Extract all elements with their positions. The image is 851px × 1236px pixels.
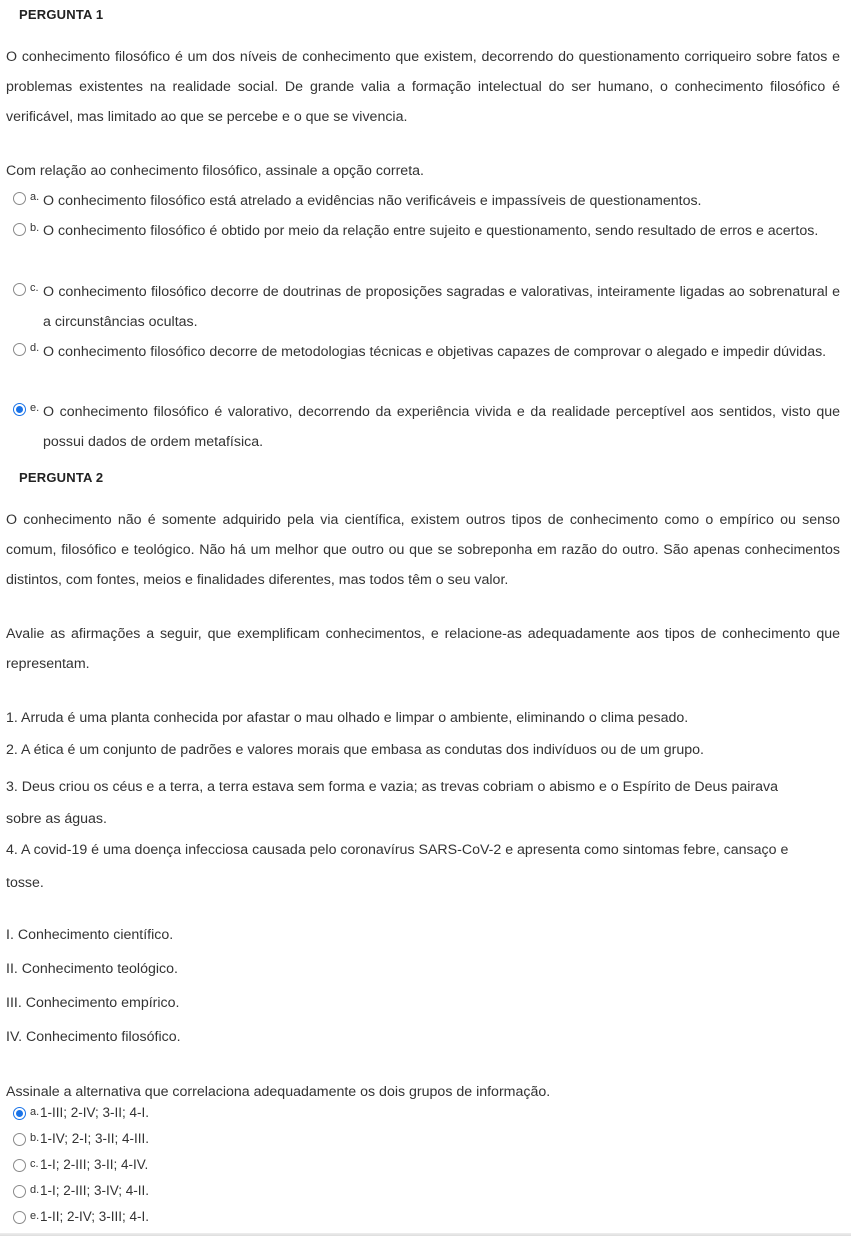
question-2-prompt: Assinale a alternativa que correlaciona adequadamente os dois grupos de informação.	[6, 1084, 551, 1100]
option-text: O conhecimento filosófico decorre de metodologias técnicas e objetivas capazes de comprovar o alegado e impedir dúvidas.	[43, 344, 827, 360]
knowledge-type-1: I. Conhecimento científico.	[6, 927, 174, 943]
option-letter: d.	[30, 342, 40, 354]
option-text: O conhecimento filosófico é obtido por meio da relação entre sujeito e questionamento, sendo resultado de erros e acertos.	[43, 223, 819, 239]
option-letter: d.	[30, 1184, 40, 1196]
option-text: 1-III; 2-IV; 3-II; 4-I.	[40, 1105, 150, 1120]
question-1-prompt: Com relação ao conhecimento filosófico, assinale a opção correta.	[6, 163, 424, 179]
radio-button[interactable]	[13, 1185, 26, 1198]
radio-button[interactable]	[13, 1159, 26, 1172]
statement-3: 3. Deus criou os céus e a terra, a terra estava sem forma e vazia; as trevas cobriam o abismo e o Espírito de Deus pairava sobre as águas.	[6, 779, 778, 827]
option-letter: a.	[30, 1106, 40, 1118]
radio-button[interactable]	[13, 1133, 26, 1146]
question-2-statement: O conhecimento não é somente adquirido pela via científica, existem outros tipos de conhecimento como o empírico ou senso comum, filosófico e teológico. Não há um melhor que outro ou que se sobreponha em razão do outro. São apenas conhecimentos distintos, com fontes, meios e finalidades diferentes, mas todos têm o seu valor.	[6, 512, 840, 588]
question-1-heading: PERGUNTA 1	[19, 7, 104, 22]
knowledge-type-2: II. Conhecimento teológico.	[6, 961, 178, 977]
option-letter: b.	[30, 1132, 40, 1144]
statement-2: 2. A ética é um conjunto de padrões e valores morais que embasa as condutas dos indivíduos ou de um grupo.	[6, 742, 704, 758]
option-text: O conhecimento filosófico está atrelado a evidências não verificáveis e impassíveis de questionamentos.	[43, 193, 702, 209]
radio-button[interactable]	[13, 283, 26, 296]
radio-button[interactable]	[13, 1211, 26, 1224]
radio-button[interactable]	[13, 223, 26, 236]
radio-button[interactable]	[13, 343, 26, 356]
knowledge-type-3: III. Conhecimento empírico.	[6, 995, 180, 1011]
question-1-statement: O conhecimento filosófico é um dos níveis de conhecimento que existem, decorrendo do questionamento corriqueiro sobre fatos e problemas existentes na realidade social. De grande valia a formação intelectual do ser humano, o conhecimento filosófico é verificável, mas limitado ao que se percebe e o que se vivencia.	[6, 49, 840, 125]
question-2-instruction: Avalie as afirmações a seguir, que exemplificam conhecimentos, e relacione-as adequadamente aos tipos de conhecimento que representam.	[6, 626, 840, 672]
option-letter: a.	[30, 191, 40, 203]
option-text: 1-I; 2-III; 3-II; 4-IV.	[40, 1157, 149, 1172]
radio-button[interactable]	[13, 192, 26, 205]
option-text: 1-II; 2-IV; 3-III; 4-I.	[40, 1209, 150, 1224]
knowledge-type-4: IV. Conhecimento filosófico.	[6, 1029, 181, 1045]
option-text: 1-I; 2-III; 3-IV; 4-II.	[40, 1183, 150, 1198]
radio-button-selected[interactable]	[13, 403, 26, 416]
option-letter: e.	[30, 402, 40, 414]
option-text: O conhecimento filosófico é valorativo, decorrendo da experiência vivida e da realidade perceptível aos sentidos, visto que possui dados de ordem metafísica.	[43, 404, 840, 450]
statement-1: 1. Arruda é uma planta conhecida por afastar o mau olhado e limpar o ambiente, eliminando o clima pesado.	[6, 710, 689, 726]
option-letter: b.	[30, 222, 40, 234]
question-2-heading: PERGUNTA 2	[19, 470, 104, 485]
statement-4: 4. A covid-19 é uma doença infecciosa causada pelo coronavírus SARS-CoV-2 e apresenta como sintomas febre, cansaço e tosse.	[6, 842, 789, 891]
option-letter: c.	[30, 1158, 39, 1170]
option-text: O conhecimento filosófico decorre de doutrinas de proposições sagradas e valorativas, inteiramente ligadas ao sobrenatural e a circunstâncias ocultas.	[43, 284, 840, 330]
option-letter: c.	[30, 282, 39, 294]
radio-button-selected[interactable]	[13, 1107, 26, 1120]
option-text: 1-IV; 2-I; 3-II; 4-III.	[40, 1131, 150, 1146]
option-letter: e.	[30, 1210, 40, 1222]
